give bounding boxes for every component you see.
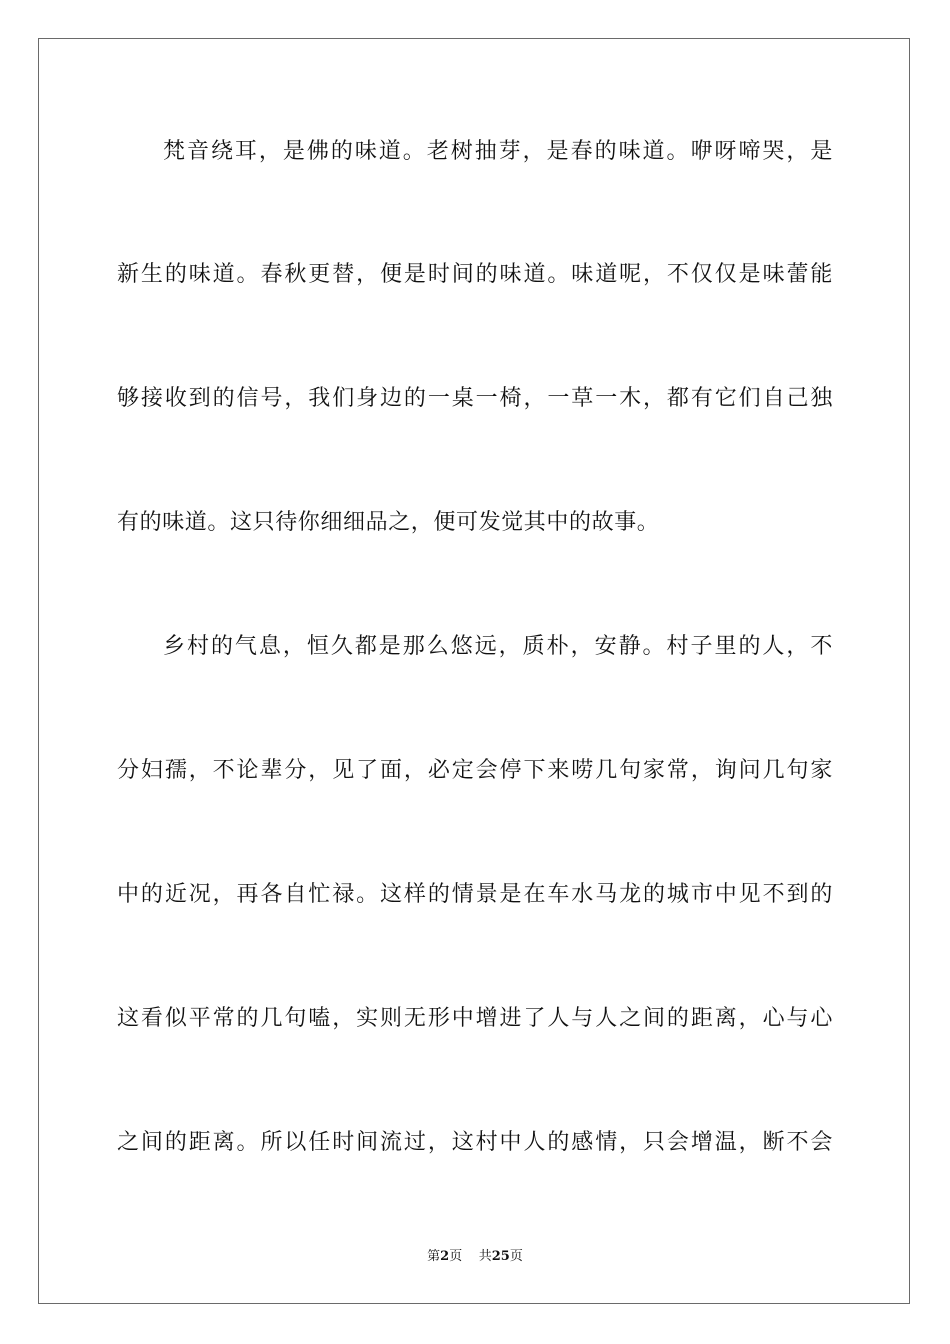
paragraph-1-line-4: 有的味道。这只待你细细品之，便可发觉其中的故事。 [117, 510, 660, 535]
paragraph-1-line-2: 新生的味道。春秋更替，便是时间的味道。味道呢，不仅仅是味蕾能 [117, 262, 833, 287]
page-suffix: 页 [449, 1249, 463, 1264]
paragraph-2-line-5: 之间的距离。所以任时间流过，这村中人的感情，只会增温，断不会 [117, 1130, 833, 1155]
page-number: 2 [440, 1249, 450, 1264]
paragraph-2-line-1: 乡村的气息，恒久都是那么悠远，质朴，安静。村子里的人，不 [163, 634, 833, 659]
paragraph-1-line-3: 够接收到的信号，我们身边的一桌一椅，一草一木，都有它们自己独 [117, 386, 833, 411]
paragraph-2-line-3: 中的近况，再各自忙禄。这样的情景是在车水马龙的城市中见不到的 [117, 882, 833, 907]
total-pages: 25 [491, 1249, 510, 1264]
total-prefix: 共 [478, 1249, 492, 1264]
page-footer [0, 1248, 950, 1266]
paragraph-2-line-4: 这看似平常的几句嗑，实则无形中增进了人与人之间的距离，心与心 [117, 1006, 833, 1031]
paragraph-2-line-2: 分妇孺，不论辈分，见了面，必定会停下来唠几句家常，询问几句家 [117, 758, 833, 783]
total-suffix: 页 [509, 1249, 523, 1264]
page-frame [38, 38, 910, 1304]
page-prefix: 第 [427, 1249, 441, 1264]
paragraph-1-line-1: 梵音绕耳，是佛的味道。老树抽芽，是春的味道。咿呀啼哭，是 [163, 139, 833, 164]
